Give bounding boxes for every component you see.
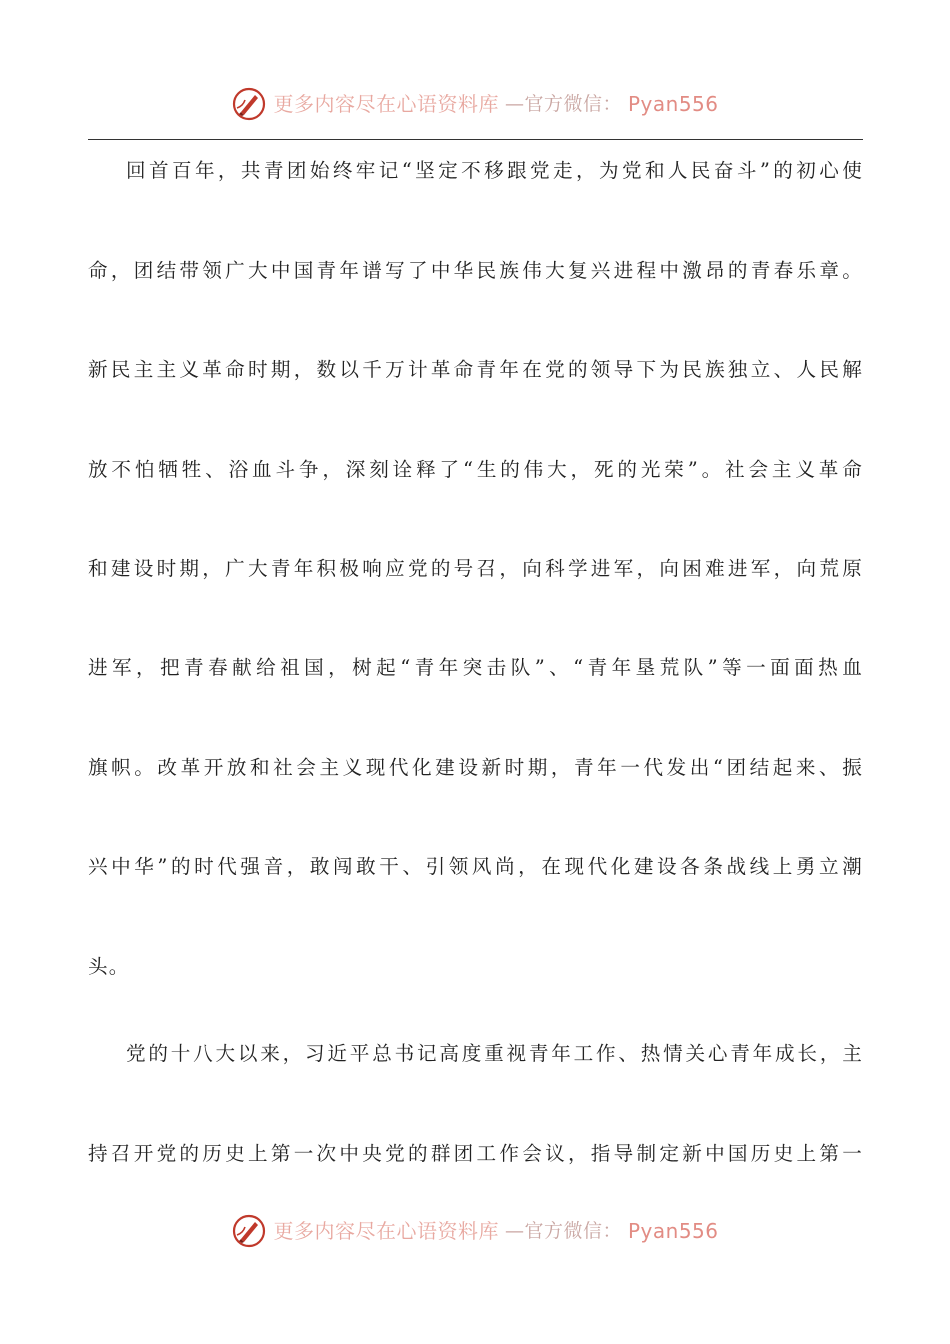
pen-logo-icon	[231, 1213, 267, 1249]
text-line-3: 新民主主义革命时期，数以千万计革命青年在党的领导下为民族独立、人民解	[88, 358, 863, 381]
footer-banner	[0, 1211, 950, 1251]
header-divider	[88, 139, 863, 140]
header-banner-wechat-id: Pyan556	[628, 92, 719, 116]
text-line-5: 和建设时期，广大青年积极响应党的号召，向科学进军，向困难进军，向荒原	[88, 557, 863, 580]
header-banner-title: 更多内容尽在心语资料库	[273, 92, 499, 116]
text-line-2: 命，团结带领广大中国青年谱写了中华民族伟大复兴进程中激昂的青春乐章。	[88, 259, 863, 282]
text-line-7: 旗帜。改革开放和社会主义现代化建设新时期，青年一代发出“团结起来、振	[88, 756, 863, 779]
footer-banner-title: 更多内容尽在心语资料库	[273, 1219, 499, 1243]
text-line-1: 回首百年，共青团始终牢记“坚定不移跟党走，为党和人民奋斗”的初心使	[126, 159, 863, 182]
text-line-11: 持召开党的历史上第一次中央党的群团工作会议，指导制定新中国历史上第一	[88, 1142, 863, 1165]
text-line-4: 放不怕牺牲、浴血斗争，深刻诠释了“生的伟大，死的光荣”。社会主义革命	[88, 458, 863, 481]
footer-banner-wechat-id: Pyan556	[628, 1219, 719, 1243]
text-line-6: 进军，把青春献给祖国，树起“青年突击队”、“青年垦荒队”等一面面热血	[88, 656, 863, 679]
text-line-10: 党的十八大以来，习近平总书记高度重视青年工作、热情关心青年成长，主	[126, 1042, 863, 1065]
footer-banner-subtitle: —官方微信：	[504, 1220, 622, 1242]
text-line-9: 头。	[88, 955, 130, 978]
pen-logo-icon	[231, 86, 267, 122]
header-banner-subtitle: —官方微信：	[504, 93, 622, 115]
text-line-8: 兴中华”的时代强音，敢闯敢干、引领风尚，在现代化建设各条战线上勇立潮	[88, 855, 863, 878]
header-banner	[0, 84, 950, 124]
